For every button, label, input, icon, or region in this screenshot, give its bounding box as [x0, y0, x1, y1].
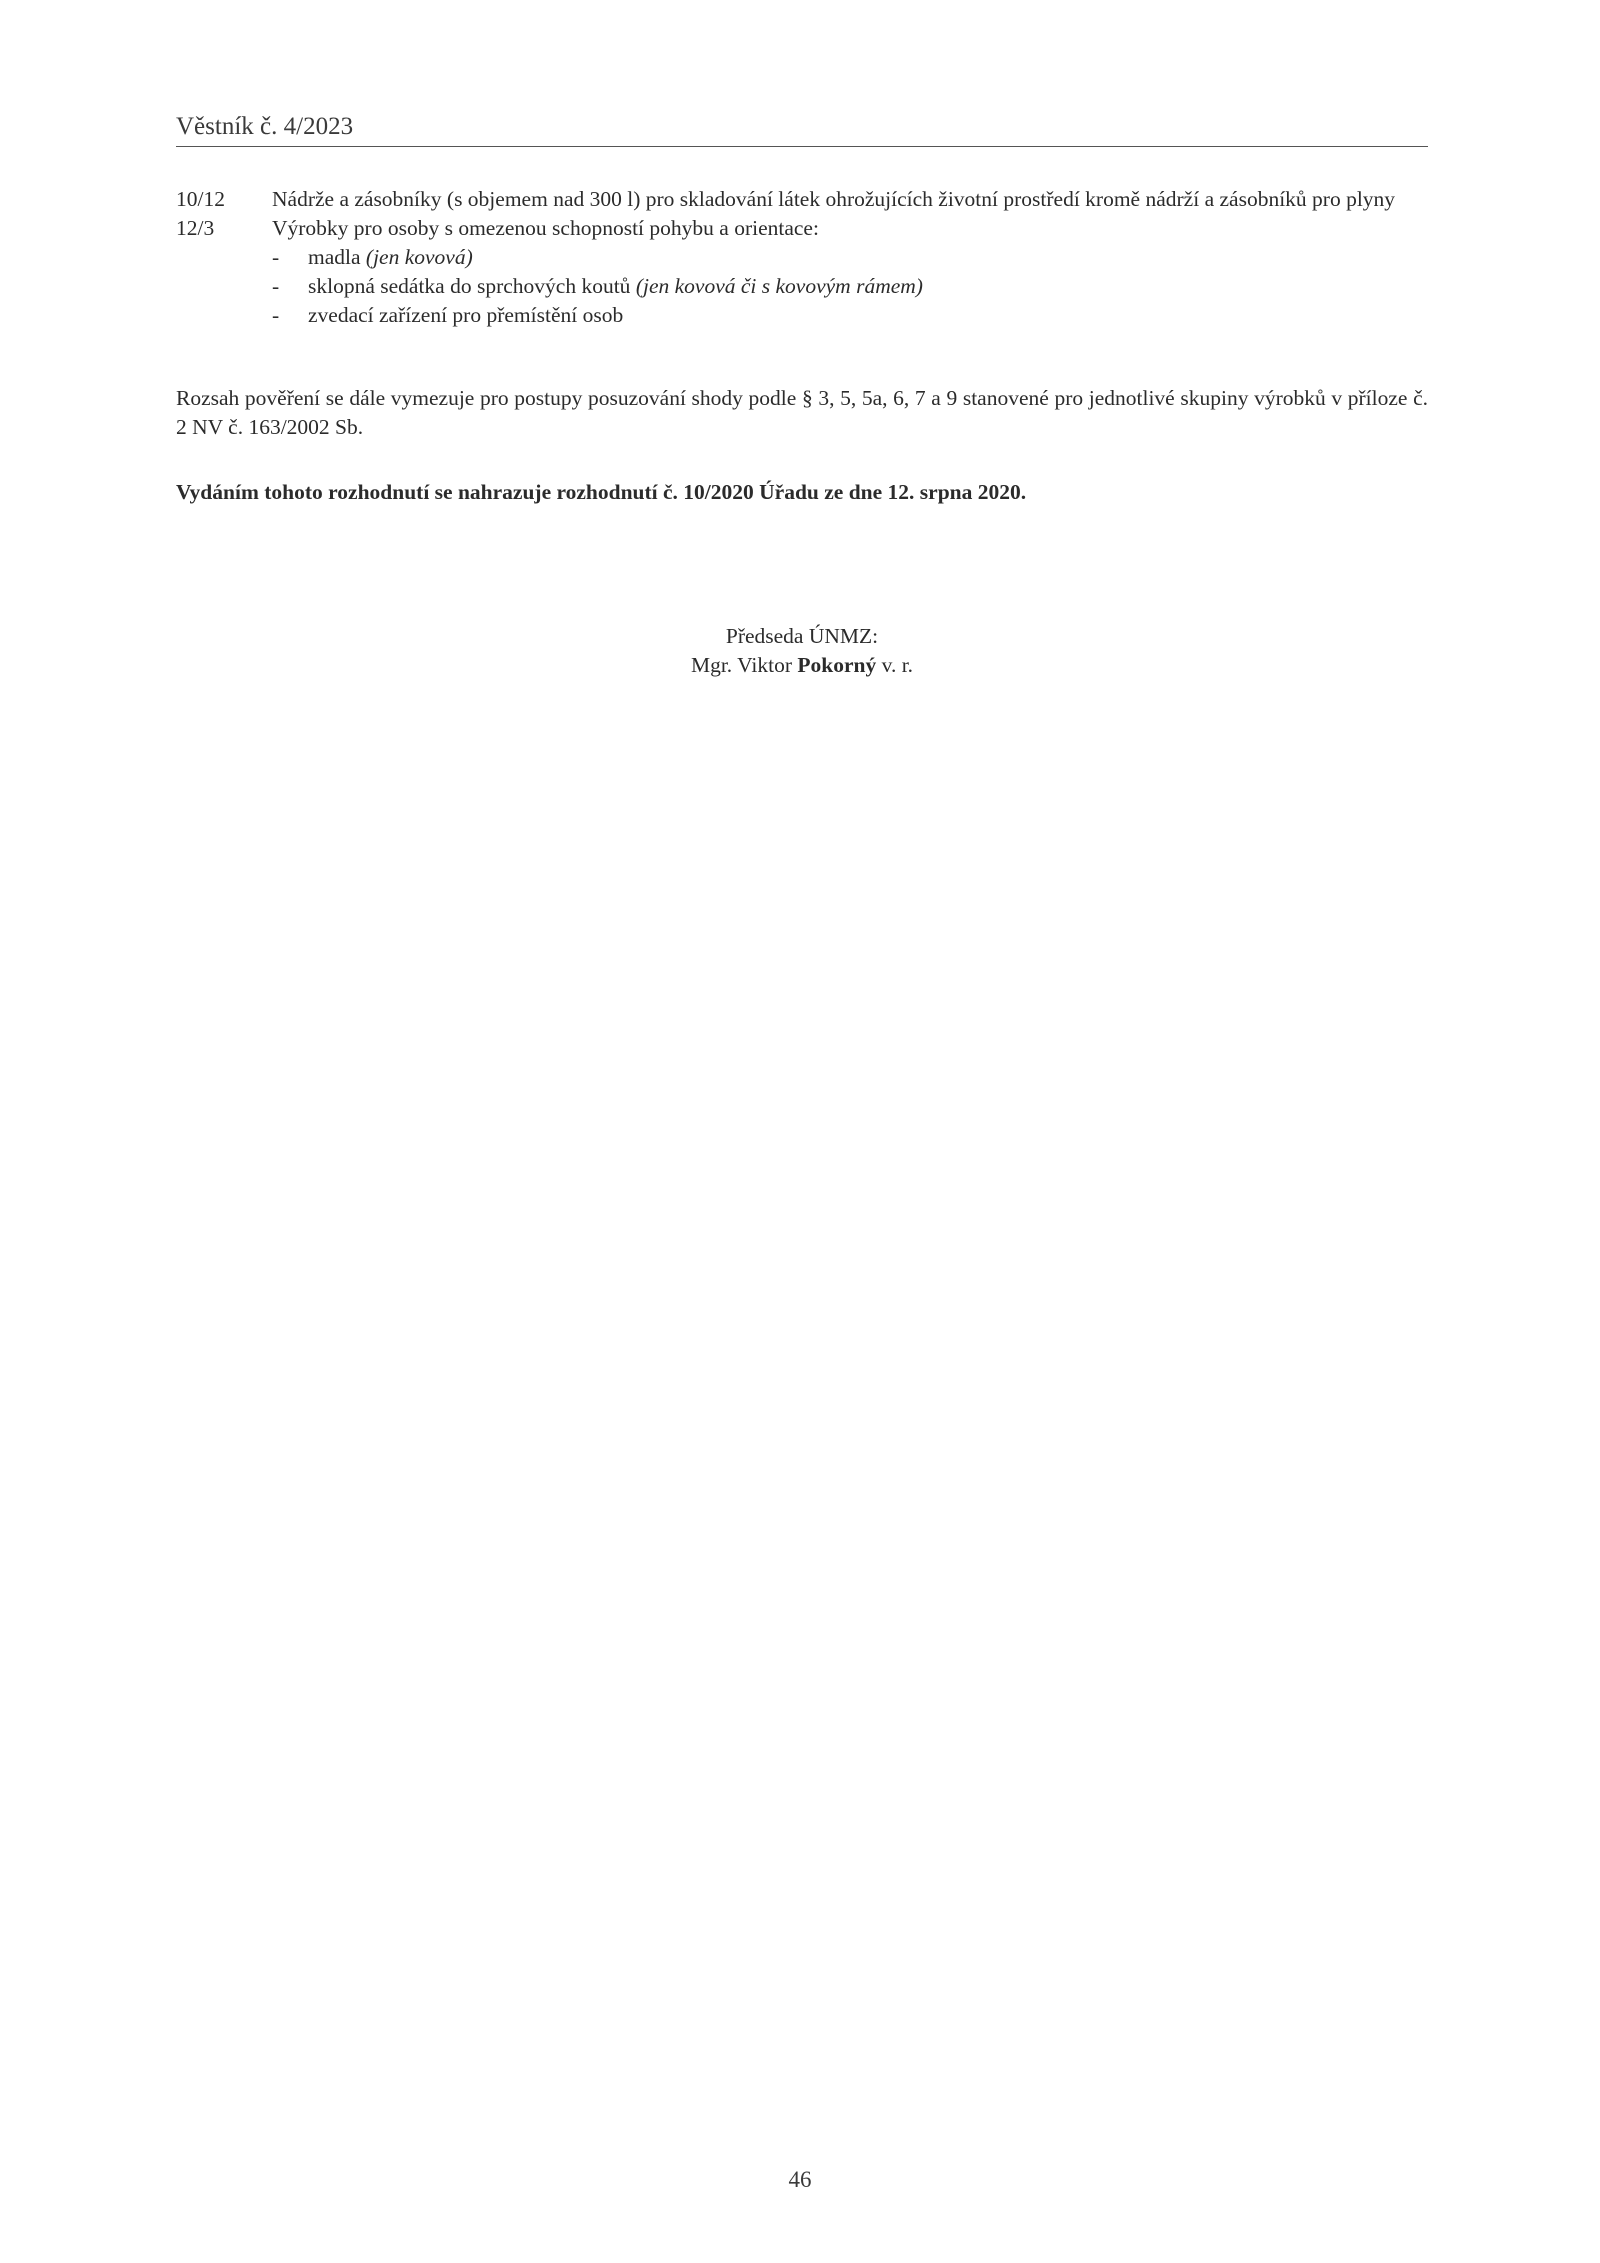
entry-code: 12/3 — [176, 216, 215, 240]
signature-role: Předseda ÚNMZ: — [725, 624, 879, 648]
sub-item-note: (jen kovová či s kovovým rámem) — [635, 274, 923, 298]
sub-item-text — [308, 272, 923, 301]
replacement-notice: Vydáním tohoto rozhodnutí se nahrazuje rozhodnutí č. 10/2020 Úřadu ze dne 12. srpna 2020. — [176, 480, 1027, 504]
page-number: 46 — [788, 2167, 812, 2192]
sub-item-text — [308, 301, 623, 330]
dash-bullet: - — [272, 303, 280, 327]
signature-suffix: v. r. — [881, 653, 914, 677]
entry-code: 10/12 — [176, 187, 225, 211]
page-header — [176, 112, 1428, 147]
entry-text: Výrobky pro osoby s omezenou schopností pohybu a orientace: — [272, 216, 819, 240]
signature-title: Mgr. Viktor — [690, 653, 792, 677]
list-item — [272, 301, 1428, 330]
list-item — [272, 272, 1428, 301]
scope-paragraph: Rozsah pověření se dále vymezuje pro postupy posuzování shody podle § 3, 5, 5a, 6, 7 a 9 stanovené pro jednotlivé skupiny výrobků v příloze č. 2 NV č. 163/2002 Sb. — [176, 386, 1428, 439]
signature-block — [176, 622, 1428, 680]
list-item — [272, 243, 1428, 272]
list-entry-12-3 — [176, 214, 1428, 243]
sub-item-text — [308, 243, 473, 272]
sub-item-label: zvedací zařízení pro přemístění osob — [308, 303, 624, 327]
sub-item-list — [272, 243, 1428, 330]
list-entry-10-12 — [176, 185, 1428, 214]
signature-surname: Pokorný — [797, 653, 877, 677]
entry-text: Nádrže a zásobníky (s objemem nad 300 l) pro skladování látek ohrožujících životní prostředí kromě nádrží a zásobníků pro plyny — [272, 187, 1396, 211]
sub-item-label: madla — [308, 245, 361, 269]
sub-item-label: sklopná sedátka do sprchových koutů — [308, 274, 631, 298]
sub-item-note: (jen kovová) — [365, 245, 473, 269]
dash-bullet: - — [272, 245, 280, 269]
signature-name — [176, 651, 1428, 680]
journal-title: Věstník č. 4/2023 — [176, 113, 354, 140]
dash-bullet: - — [272, 274, 280, 298]
product-list — [176, 185, 1428, 330]
